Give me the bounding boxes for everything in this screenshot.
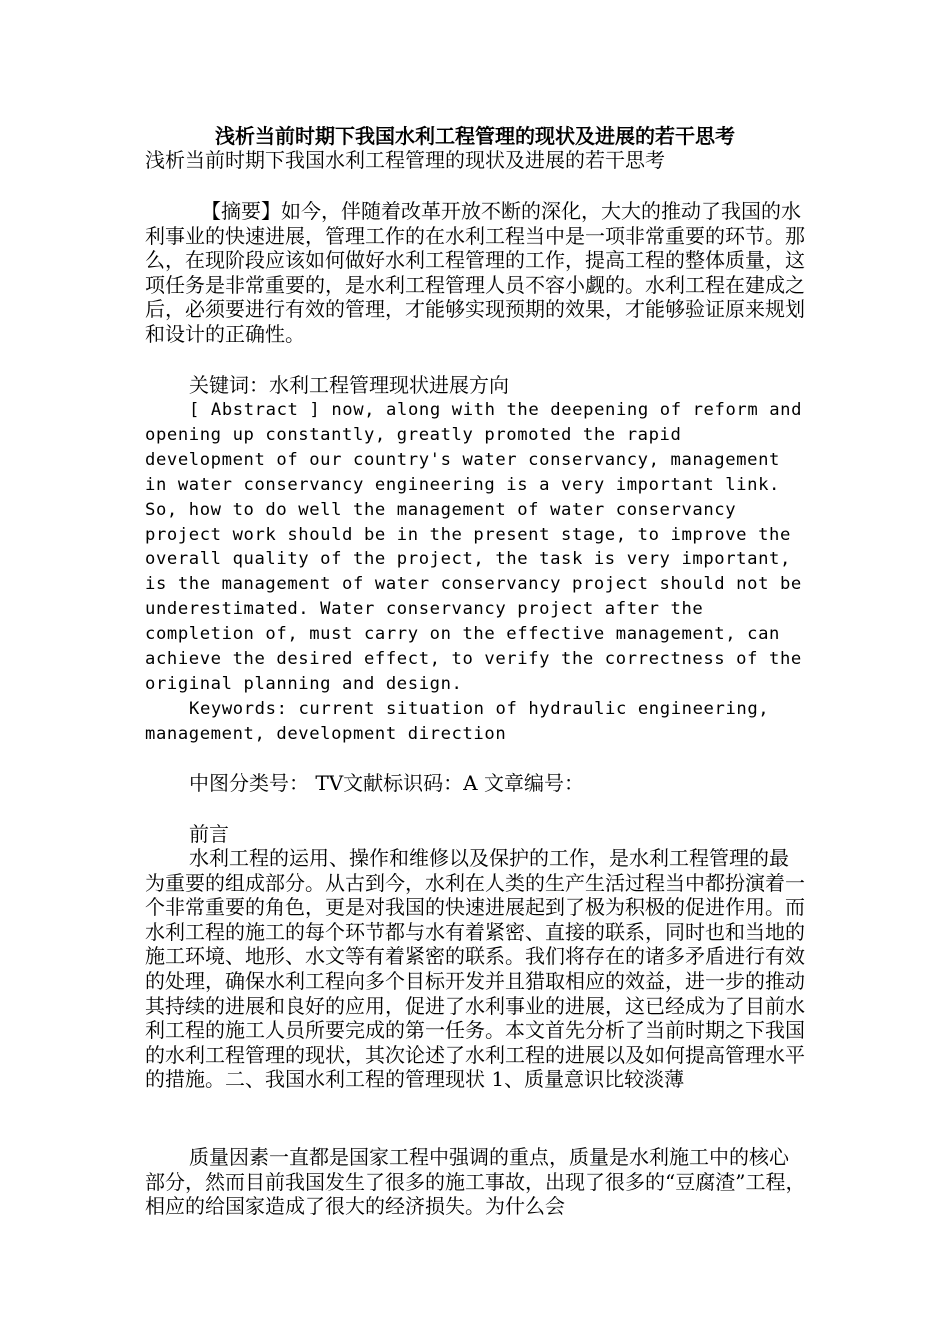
document-title: 浅析当前时期下我国水利工程管理的现状及进展的若干思考 (215, 124, 735, 148)
preface-body: 水利工程的运用、操作和维修以及保护的工作，是水利工程管理的最为重要的组成部分。从古到今，水利在人类的生产生活过程当中都扮演着一个非常重要的角色，更是对我国的快速进展起到了极为积极的促进作用。而水利工程的施工的每个环节都与水有着紧密、直接的联系，同时也和当地的施工环境、地形、水文等有着紧密的联系。我们将存在的诸多矛盾进行有效的处理，确保水利工程向多个目标开发并且猎取相应的效益，进一步的推动其持续的进展和良好的应用，促进了水利事业的进展，这已经成为了目前水利工程的施工人员所要完成的第一任务。本文首先分析了当前时期之下我国的水利工程管理的现状，其次论述了水利工程的进展以及如何提高管理水平的措施。二、我国水利工程的管理现状 1、质量意识比较淡薄 (145, 846, 805, 1092)
document-subtitle: 浅析当前时期下我国水利工程管理的现状及进展的若干思考 (145, 148, 665, 172)
quality-body: 质量因素一直都是国家工程中强调的重点，质量是水利施工中的核心部分，然而目前我国发生了很多的施工事故，出现了很多的“豆腐渣”工程，相应的给国家造成了很大的经济损失。为什么会 (145, 1145, 806, 1219)
abstract-cn: 【摘要】如今，伴随着改革开放不断的深化，大大的推动了我国的水利事业的快速进展，管理工作的在水利工程当中是一项非常重要的环节。那么，在现阶段应该如何做好水利工程管理的工作，提高工程的整体质量，这项任务是非常重要的，是水利工程管理人员不容小觑的。水利工程在建成之后，必须要进行有效的管理，才能够实现预期的效果，才能够验证原来规划和设计的正确性。 (145, 199, 805, 346)
keywords-en: Keywords: current situation of hydraulic engineering, management, development direction (145, 699, 781, 744)
keywords-cn: 关键词：水利工程管理现状进展方向 (189, 373, 509, 397)
classification-line: 中图分类号： TV文献标识码：A 文章编号： (189, 771, 584, 795)
abstract-en: [ Abstract ] now, along with the deepening of reform and opening up constantly, greatly promoted the rapid development of our country's water conservancy, management in water conservancy engineering is a very important link. So, how to do well the management of water conservancy project work should be in the present stage, to improve the overall quality of the project, the task is very important, is the management of water conservancy project should not be underestimated. Water conservancy project after the completion of, must carry on the effective management, can achieve the desired effect, to verify the correctness of the original planning and design. (145, 400, 814, 694)
preface-heading: 前言 (189, 822, 229, 846)
